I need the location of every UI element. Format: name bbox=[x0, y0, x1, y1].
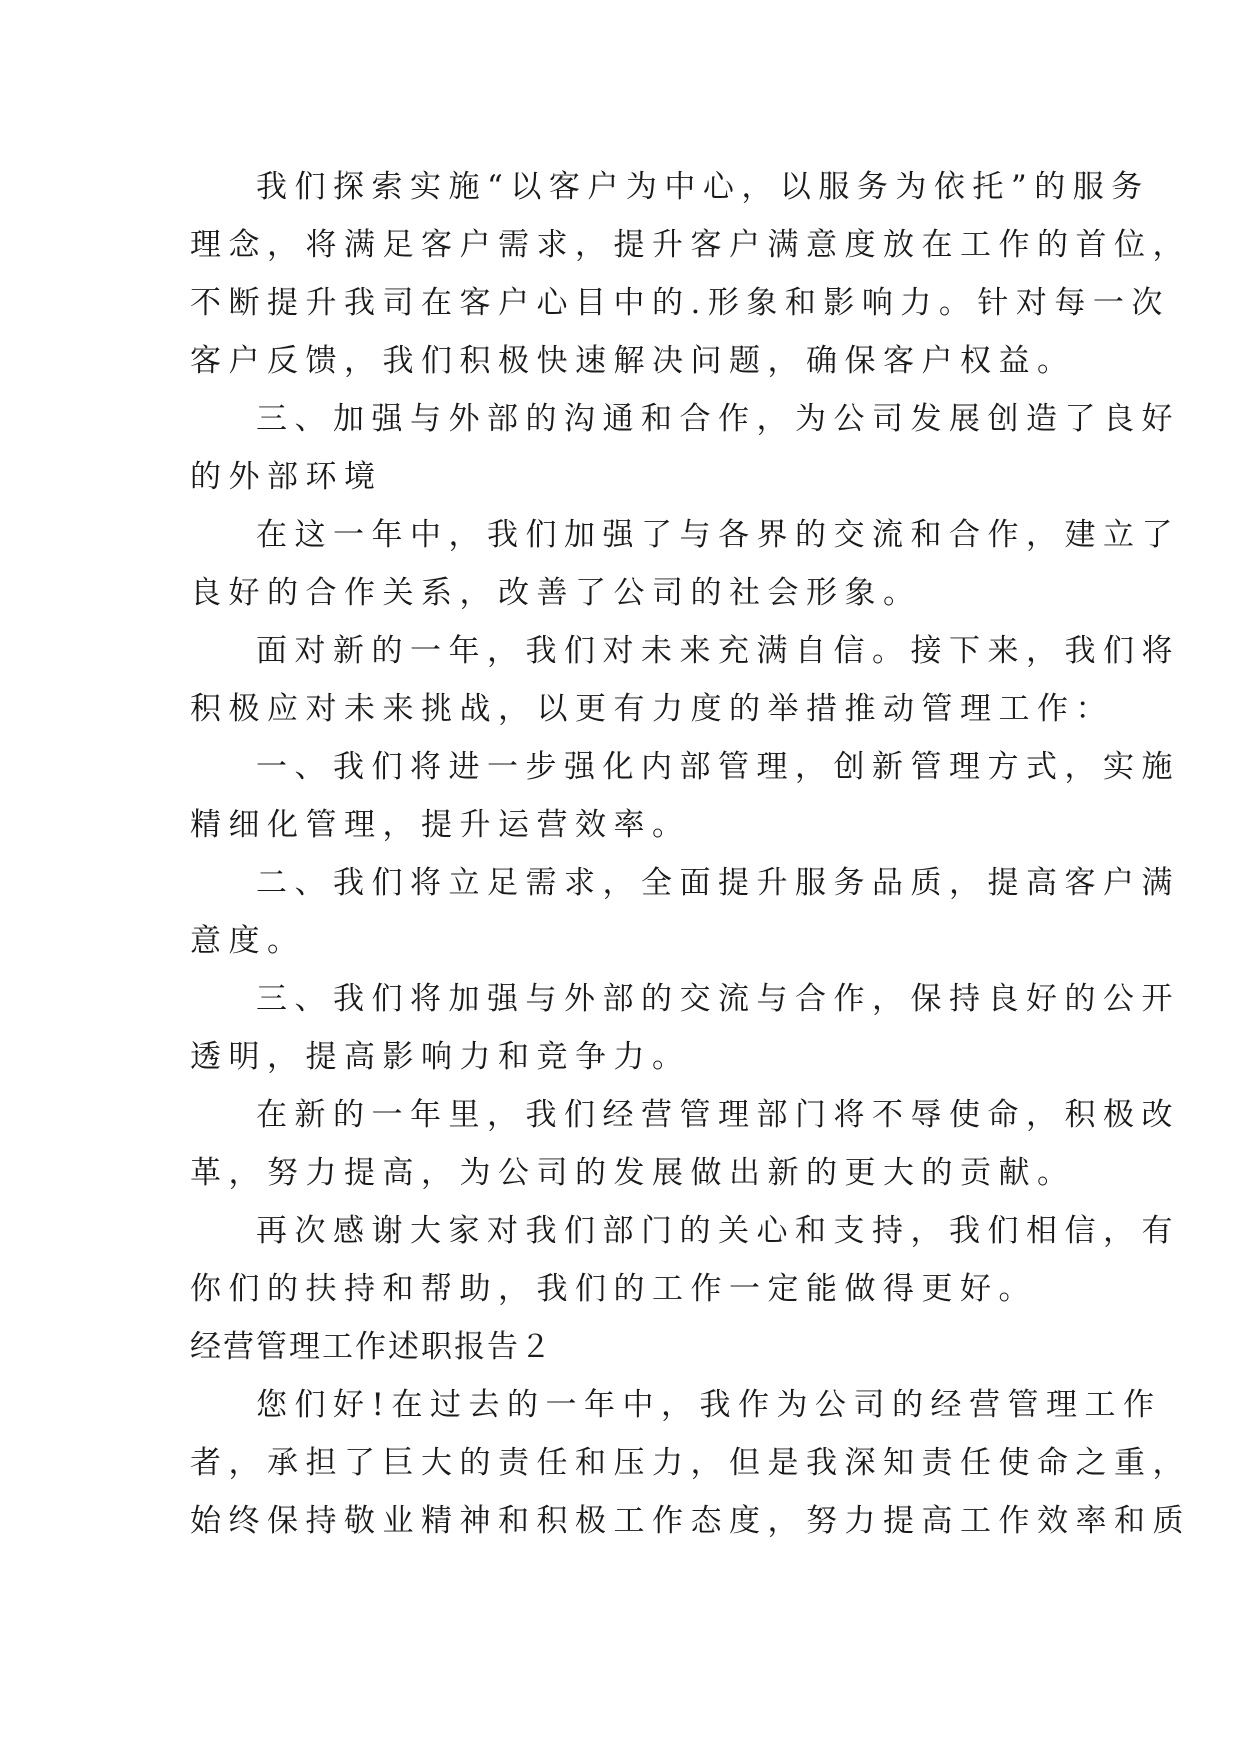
paragraph-line: 在新的一年里，我们经营管理部门将不辱使命，积极改 bbox=[256, 1097, 1180, 1133]
list-item-line: 三、我们将加强与外部的交流与合作，保持良好的公开 bbox=[256, 981, 1180, 1017]
paragraph-line: 再次感谢大家对我们部门的关心和支持，我们相信，有 bbox=[256, 1213, 1180, 1249]
paragraph-line: 理念，将满足客户需求，提升客户满意度放在工作的首位， bbox=[190, 227, 1191, 263]
document-page bbox=[190, 158, 1191, 1550]
paragraph-line: 良好的合作关系，改善了公司的社会形象。 bbox=[190, 575, 922, 611]
paragraph-line: 在这一年中，我们加强了与各界的交流和合作，建立了 bbox=[256, 517, 1180, 553]
list-item-line: 二、我们将立足需求，全面提升服务品质，提高客户满 bbox=[256, 865, 1180, 901]
paragraph-line: 始终保持敬业精神和积极工作态度，努力提高工作效率和质 bbox=[190, 1503, 1191, 1539]
list-item-line: 一、我们将进一步强化内部管理，创新管理方式，实施 bbox=[256, 749, 1180, 785]
paragraph-line: 客户反馈，我们积极快速解决问题，确保客户权益。 bbox=[190, 343, 1076, 379]
section-heading-line: 的外部环境 bbox=[190, 459, 383, 495]
section-heading-line: 三、加强与外部的沟通和合作，为公司发展创造了良好 bbox=[256, 401, 1180, 437]
paragraph-line: 你们的扶持和帮助，我们的工作一定能做得更好。 bbox=[190, 1271, 1037, 1307]
paragraph-line: 积极应对未来挑战，以更有力度的举措推动管理工作： bbox=[190, 691, 1114, 727]
paragraph-line: 面对新的一年，我们对未来充满自信。接下来，我们将 bbox=[256, 633, 1180, 669]
list-item-line: 透明，提高影响力和竞争力。 bbox=[190, 1039, 691, 1075]
paragraph-line: 不断提升我司在客户心目中的.形象和影响力。针对每一次 bbox=[190, 285, 1170, 321]
report-title: 经营管理工作述职报告２ bbox=[190, 1329, 553, 1365]
paragraph-line: 我们探索实施“以客户为中心，以服务为依托”的服务 bbox=[256, 169, 1150, 205]
paragraph-line: 您们好!在过去的一年中，我作为公司的经营管理工作 bbox=[256, 1387, 1162, 1423]
list-item-line: 意度。 bbox=[190, 923, 306, 959]
list-item-line: 精细化管理，提升运营效率。 bbox=[190, 807, 691, 843]
paragraph-line: 者，承担了巨大的责任和压力，但是我深知责任使命之重， bbox=[190, 1445, 1191, 1481]
paragraph-line: 革，努力提高，为公司的发展做出新的更大的贡献。 bbox=[190, 1155, 1076, 1191]
